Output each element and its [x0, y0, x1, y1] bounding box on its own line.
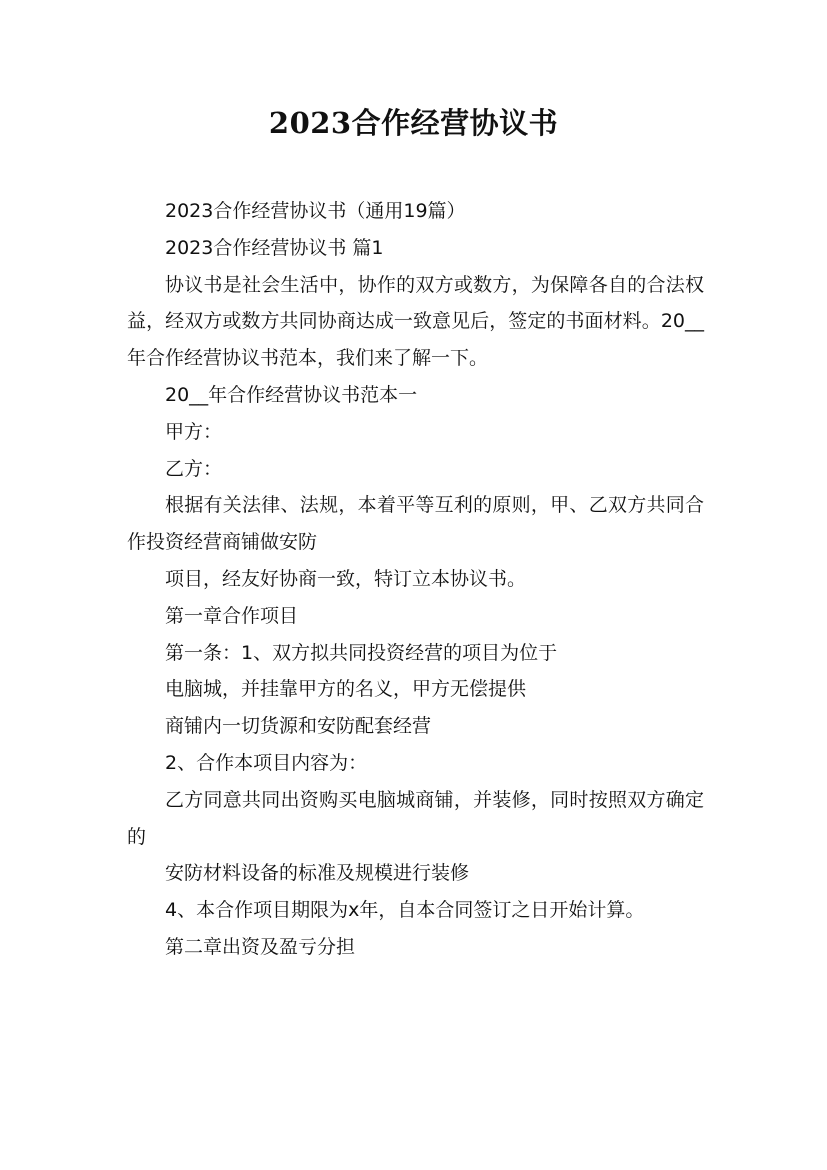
- paragraph-preamble: 根据有关法律、法规，本着平等互利的原则，甲、乙双方共同合作投资经营商铺做安防: [127, 494, 704, 554]
- document-body: [127, 193, 704, 966]
- paragraph-article-one-continued: 电脑城，并挂靠甲方的名义，甲方无偿提供: [165, 678, 527, 701]
- paragraph-item-two-standard: 安防材料设备的标准及规模进行装修: [165, 862, 470, 885]
- paragraph-article-one: 第一条：1、双方拟共同投资经营的项目为位于: [165, 641, 558, 664]
- paragraph-introduction: 协议书是社会生活中，协作的双方或数方，为保障各自的合法权益，经双方或数方共同协商达成一致意见后，签定的书面材料。20__年合作经营协议书范本，我们来了解一下。: [127, 273, 704, 370]
- paragraph-preamble-continued: 项目，经友好协商一致，特订立本协议书。: [165, 567, 527, 590]
- document-title: 2023合作经营协议书: [268, 106, 559, 140]
- paragraph-chapter-one: 第一章合作项目: [165, 604, 299, 627]
- paragraph-party-b: 乙方：: [165, 457, 223, 480]
- paragraph-article-one-supply: 商铺内一切货源和安防配套经营: [165, 715, 432, 738]
- paragraph-item-two-content: 乙方同意共同出资购买电脑城商铺，并装修，同时按照双方确定的: [127, 788, 704, 848]
- paragraph-section-heading: 2023合作经营协议书 篇1: [165, 236, 384, 259]
- paragraph-item-four: 4、本合作项目期限为x年，自本合同签订之日开始计算。: [165, 899, 645, 922]
- paragraph-party-a: 甲方：: [165, 420, 223, 443]
- paragraph-template-title: 20__年合作经营协议书范本一: [165, 383, 418, 406]
- paragraph-subtitle: 2023合作经营协议书（通用19篇）: [165, 200, 466, 222]
- paragraph-item-two: 2、合作本项目内容为：: [165, 751, 368, 774]
- paragraph-chapter-two: 第二章出资及盈亏分担: [165, 935, 356, 958]
